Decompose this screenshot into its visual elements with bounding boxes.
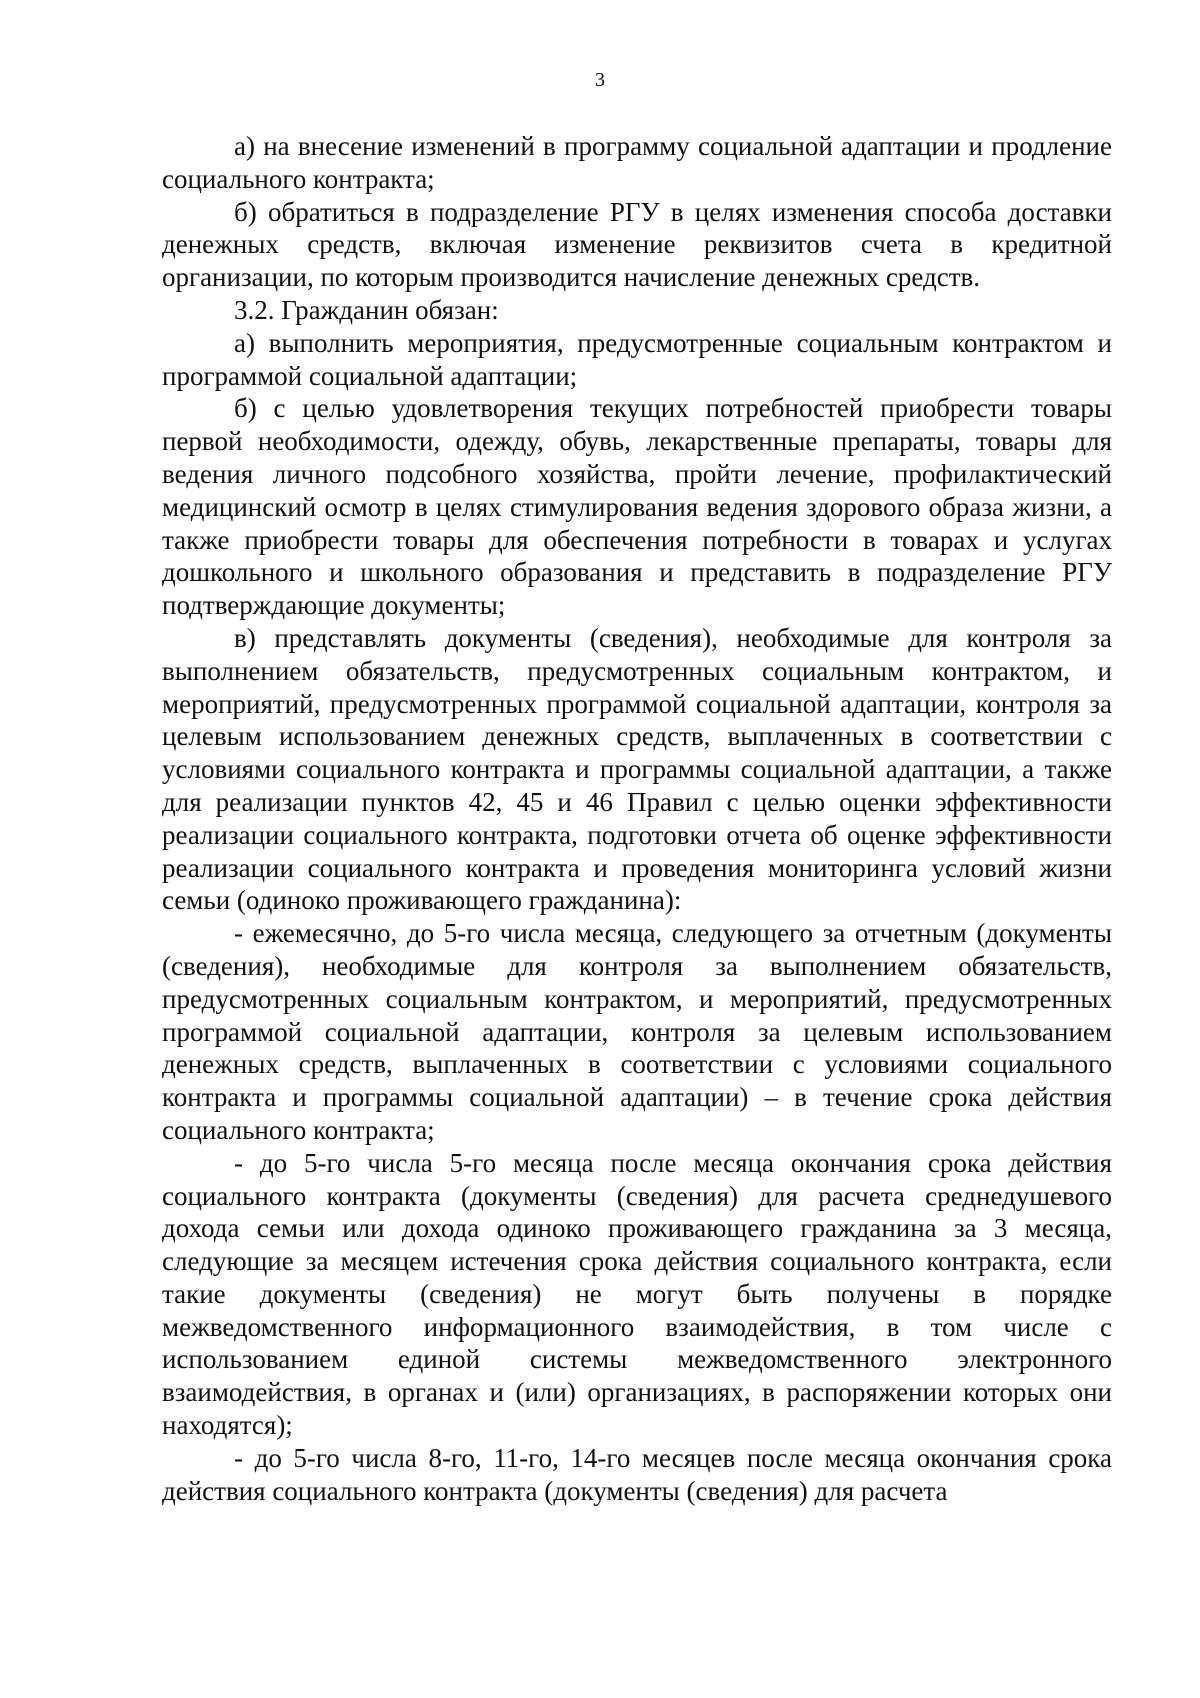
section-heading-3-2: 3.2. Гражданин обязан: bbox=[234, 294, 499, 325]
list-item-8-11-14-months: - до 5-го числа 8-го, 11-го, 14-го месяцев после месяца окончания срока действия социального контракта (документы (сведения) для расчета bbox=[162, 1442, 1112, 1506]
list-item-5th-month: - до 5-го числа 5-го месяца после месяца окончания срока действия социального контракта (документы (сведения) для расчета среднедушевого дохода семьи или дохода одиноко проживающего гражданина за 3 месяца, следующие за месяцем истечения срока действия социального контракта, если такие документы (сведения) не могут быть получены в порядке межведомственного информационного взаимодействия, в том числе с использованием единой системы межведомственного электронного взаимодействия, в органах и (или) организациях, в распоряжении которых они находятся); bbox=[162, 1147, 1112, 1441]
paragraph-a-amend-program: а) на внесение изменений в программу социальной адаптации и продление социального контракта; bbox=[162, 131, 1112, 194]
page-number: 3 bbox=[595, 69, 605, 91]
paragraph-v-submit-documents: в) представлять документы (сведения), необходимые для контроля за выполнением обязательств, предусмотренных социальным контрактом, и мероприятий, предусмотренных программой социальной адаптации, контроля за целевым использованием денежных средств, выплаченных в соответствии с условиями социального контракта и программы социальной адаптации, а также для реализации пунктов 42, 45 и 46 Правил с целью оценки эффективности реализации социального контракта, подготовки отчета об оценке эффективности реализации социального контракта и проведения мониторинга условий жизни семьи (одиноко проживающего гражданина): bbox=[162, 622, 1112, 916]
paragraph-b-purchase-goods: б) с целью удовлетворения текущих потребностей приобрести товары первой необходимости, одежду, обувь, лекарственные препараты, товары для ведения личного подсобного хозяйства, пройти лечение, профилактический медицинский осмотр в целях стимулирования ведения здорового образа жизни, а также приобрести товары для обеспечения потребности в товарах и услугах дошкольного и школьного образования и представить в подразделение РГУ подтверждающие документы; bbox=[162, 393, 1112, 621]
paragraph-a-fulfil-measures: а) выполнить мероприятия, предусмотренные социальным контрактом и программой социальной адаптации; bbox=[162, 327, 1112, 391]
document-body bbox=[162, 130, 1112, 1507]
list-item-monthly: - ежемесячно, до 5-го числа месяца, следующего за отчетным (документы (сведения), необходимые для контроля за выполнением обязательств, предусмотренных социальным контрактом, и мероприятий, предусмотренных программой социальной адаптации, контроля за целевым использованием денежных средств, выплаченных в соответствии с условиями социального контракта и программы социальной адаптации) – в течение срока действия социального контракта; bbox=[162, 918, 1112, 1145]
paragraph-b-change-delivery: б) обратиться в подразделение РГУ в целях изменения способа доставки денежных средств, включая изменение реквизитов счета в кредитной организации, по которым производится начисление денежных средств. bbox=[162, 196, 1112, 293]
